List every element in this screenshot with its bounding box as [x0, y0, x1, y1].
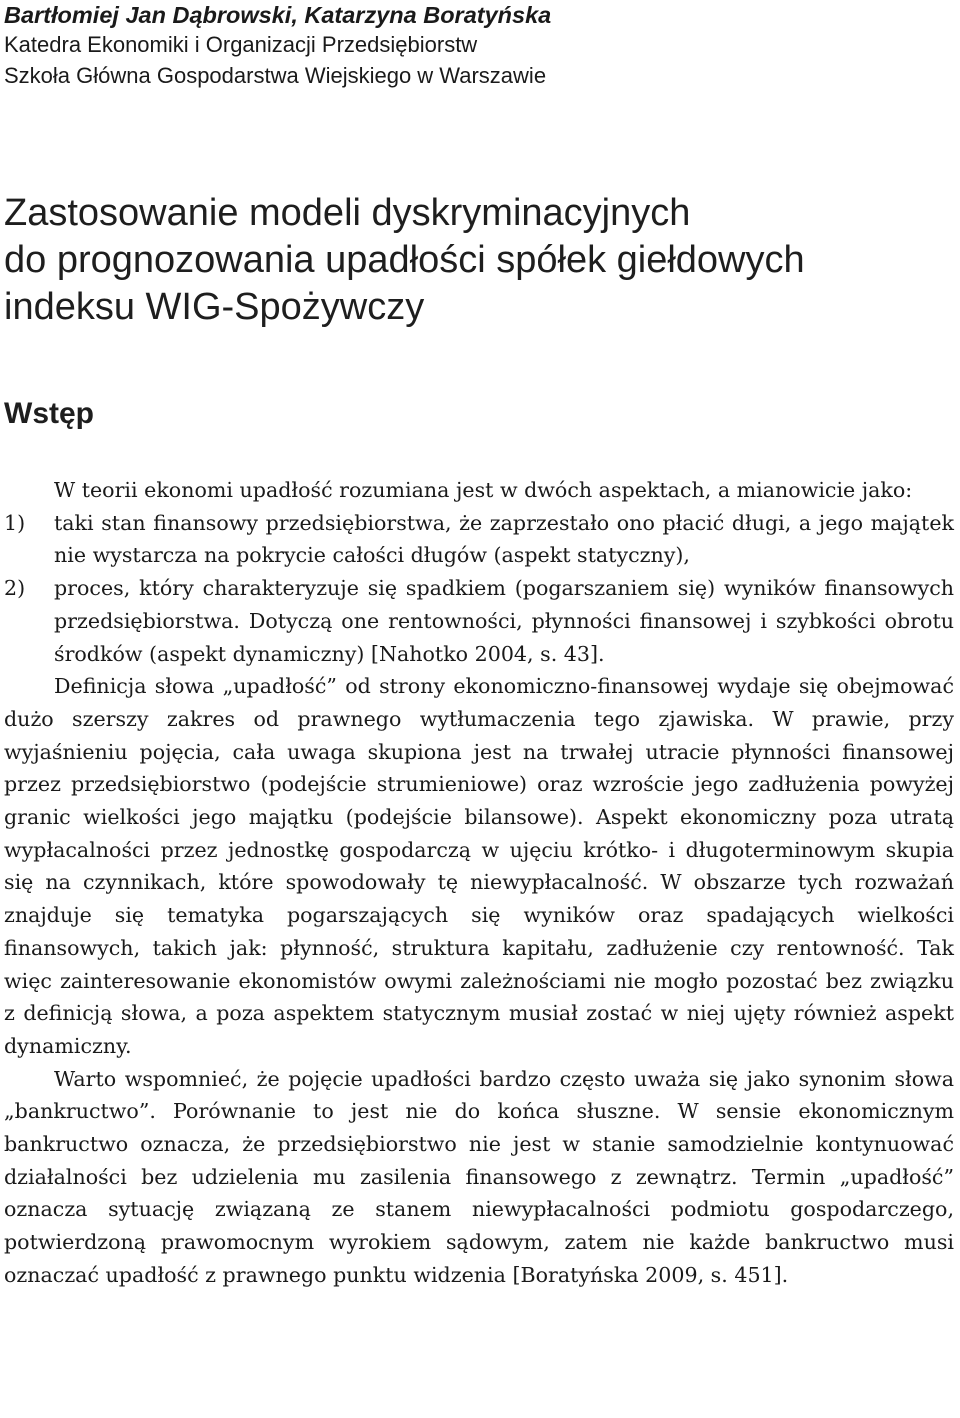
definition-list	[4, 507, 954, 671]
university-line: Szkoła Główna Gospodarstwa Wiejskiego w Warszawie	[4, 63, 547, 88]
list-item	[4, 507, 954, 572]
list-item	[4, 572, 954, 670]
intro-paragraph: W teorii ekonomi upadłość rozumiana jest w dwóch aspektach, a mianowicie jako:	[54, 478, 913, 502]
paper-title-line-3: indeksu WIG-Spożywczy	[4, 286, 425, 328]
authors-line: Bartłomiej Jan Dąbrowski, Katarzyna Boratyńska	[4, 2, 552, 28]
paper-title-line-2: do prognozowania upadłości spółek giełdowych	[4, 239, 805, 281]
paper-title	[4, 190, 805, 331]
paper-title-line-1: Zastosowanie modeli dyskryminacyjnych	[4, 192, 691, 234]
list-item-number: 2)	[4, 576, 26, 601]
section-heading: Wstęp	[4, 397, 94, 430]
body-paragraph-2: Warto wspomnieć, że pojęcie upadłości bardzo często uważa się jako synonim słowa „bankructwo”. Porównanie to jest nie do końca słuszne. W sensie ekonomicznym bankructwo oznacza, że przedsiębiorstwo nie jest w stanie samodzielnie kontynuować działalności bez udzielenia mu zasilenia finansowego z zewnątrz. Termin „upadłość” oznacza sytuację związaną ze stanem niewypłacalności podmiotu gospodarczego, potwierdzoną prawomocnym wyrokiem sądowym, zatem nie każde bankructwo musi oznaczać upadłość z prawnego punktu widzenia [Boratyńska 2009, s. 451].	[4, 1066, 954, 1287]
list-item-text: proces, który charakteryzuje się spadkiem (pogarszaniem się) wyników finansowych przedsiębiorstwa. Dotyczą one rentowności, płynności finansowej i szybkości obrotu środków (aspekt dynamiczny) [Nahotko 2004, s. 43].	[54, 576, 954, 666]
body-paragraph-1: Definicja słowa „upadłość” od strony ekonomiczno-finansowej wydaje się obejmować dużo szerszy zakres od prawnego wytłumaczenia tego zjawiska. W prawie, przy wyjaśnieniu pojęcia, cała uwaga skupiona jest na trwałej utracie płynności finansowej przez przedsiębiorstwo (podejście strumieniowe) oraz wzroście jego zadłużenia powyżej granic wielkości jego majątku (podejście bilansowe). Aspekt ekonomiczny poza utratą wypłacalności przez jednostkę gospodarczą w ujęciu krótko- i długoterminowym skupia się na czynnikach, które spowodowały tę niewypłacalność. W obszarze tych rozważań znajduje się tematyka pogarszających się wyników oraz spadających wielkości finansowych, takich jak: płynność, struktura kapitału, zadłużenie czy rentowność. Tak więc zainteresowanie ekonomistów owymi zależnościami nie mogło pozostać bez związku z definicją słowa, a poza aspektem statycznym musiał zostać w niej ujęty również aspekt dynamiczny.	[4, 674, 954, 1058]
department-line: Katedra Ekonomiki i Organizacji Przedsiębiorstw	[4, 32, 478, 57]
section-body	[4, 474, 954, 1292]
list-item-text: taki stan finansowy przedsiębiorstwa, że zaprzestało ono płacić długi, a jego majątek nie wystarcza na pokrycie całości długów (aspekt statyczny),	[54, 510, 954, 568]
list-item-number: 1)	[4, 510, 26, 535]
